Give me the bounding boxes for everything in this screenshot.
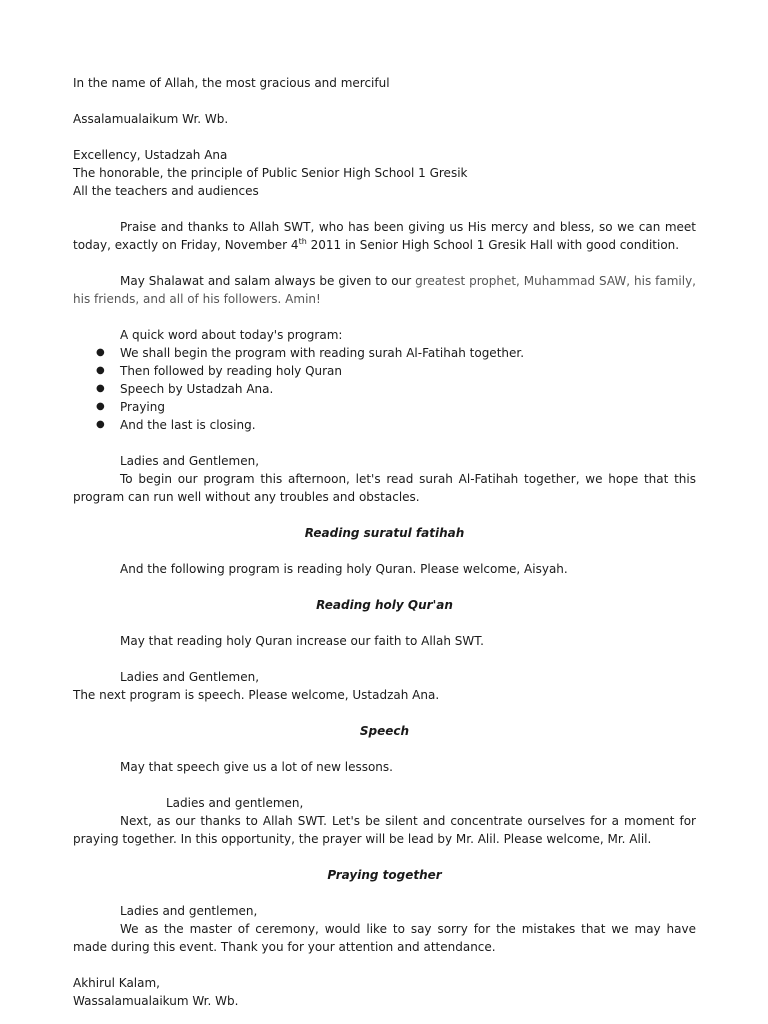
program-item-text: Praying: [120, 400, 165, 414]
fatihah-heading: Reading suratul fatihah: [304, 526, 465, 540]
bullet-icon: ●: [96, 365, 105, 376]
bullet-icon: ●: [96, 401, 105, 412]
closing-salam: Wassalamualaikum Wr. Wb.: [73, 994, 239, 1008]
shalawat-highlight: greatest prophet, Muhammad SAW, his family, his friends, and all of his followers. Amin!: [73, 274, 696, 306]
praying-text: Next, as our thanks to Allah SWT. Let's be silent and concentrate ourselves for a moment for praying together. In this opportunity, the prayer will be lead by Mr. Alil. Please welcome, Mr. Alil.: [73, 814, 696, 846]
akhirul-kalam: Akhirul Kalam,: [73, 976, 160, 990]
list-item: [96, 398, 696, 416]
closing-text: We as the master of ceremony, would like to say sorry for the mistakes that we may have made during this event. Thank you for your attention and attendance.: [73, 922, 696, 954]
praise-text: Praise and thanks to Allah SWT, who has been giving us His mercy and bless, so we can meet today, exactly on Friday, November 4: [73, 220, 696, 252]
shalawat-paragraph: [73, 272, 696, 308]
praise-text-end: 2011 in Senior High School 1 Gresik Hall with good condition.: [306, 238, 680, 252]
opening-salam: Assalamualaikum Wr. Wb.: [73, 112, 229, 126]
bullet-icon: ●: [96, 419, 105, 430]
shalawat-text: May Shalawat and salam always be given to our: [120, 274, 416, 288]
fatihah-address: Ladies and Gentlemen,: [120, 454, 260, 468]
list-item: [96, 380, 696, 398]
list-item: [96, 416, 696, 434]
salutation-line: All the teachers and audiences: [73, 184, 259, 198]
praying-heading: Praying together: [327, 868, 442, 882]
list-item: [96, 362, 696, 380]
fatihah-text: To begin our program this afternoon, let's read surah Al-Fatihah together, we hope that this program can run well without any troubles and obstacles.: [73, 472, 696, 504]
program-intro: A quick word about today's program:: [120, 328, 343, 342]
closing-address: Ladies and gentlemen,: [120, 904, 258, 918]
speech-heading: Speech: [359, 724, 410, 738]
program-item-text: Then followed by reading holy Quran: [120, 364, 343, 378]
speech-after: May that speech give us a lot of new lessons.: [120, 760, 393, 774]
praying-address: Ladies and gentlemen,: [166, 796, 304, 810]
speech-address: Ladies and Gentlemen,: [120, 670, 260, 684]
basmalah-line: In the name of Allah, the most gracious and merciful: [73, 76, 390, 90]
quran-intro: And the following program is reading holy Quran. Please welcome, Aisyah.: [120, 562, 568, 576]
quran-heading: Reading holy Qur'an: [316, 598, 453, 612]
program-list: [73, 344, 696, 434]
program-item-text: Speech by Ustadzah Ana.: [120, 382, 274, 396]
bullet-icon: ●: [96, 383, 105, 394]
salutation-line: Excellency, Ustadzah Ana: [73, 148, 228, 162]
list-item: [96, 344, 696, 362]
program-item-text: We shall begin the program with reading surah Al-Fatihah together.: [120, 346, 525, 360]
bullet-icon: ●: [96, 347, 105, 358]
praise-paragraph: [73, 218, 696, 254]
quran-after: May that reading holy Quran increase our faith to Allah SWT.: [120, 634, 484, 648]
document-page: [73, 74, 696, 1010]
speech-intro: The next program is speech. Please welcome, Ustadzah Ana.: [73, 688, 440, 702]
program-item-text: And the last is closing.: [120, 418, 256, 432]
date-ordinal: th: [298, 237, 307, 246]
salutation-line: The honorable, the principle of Public Senior High School 1 Gresik: [73, 166, 468, 180]
